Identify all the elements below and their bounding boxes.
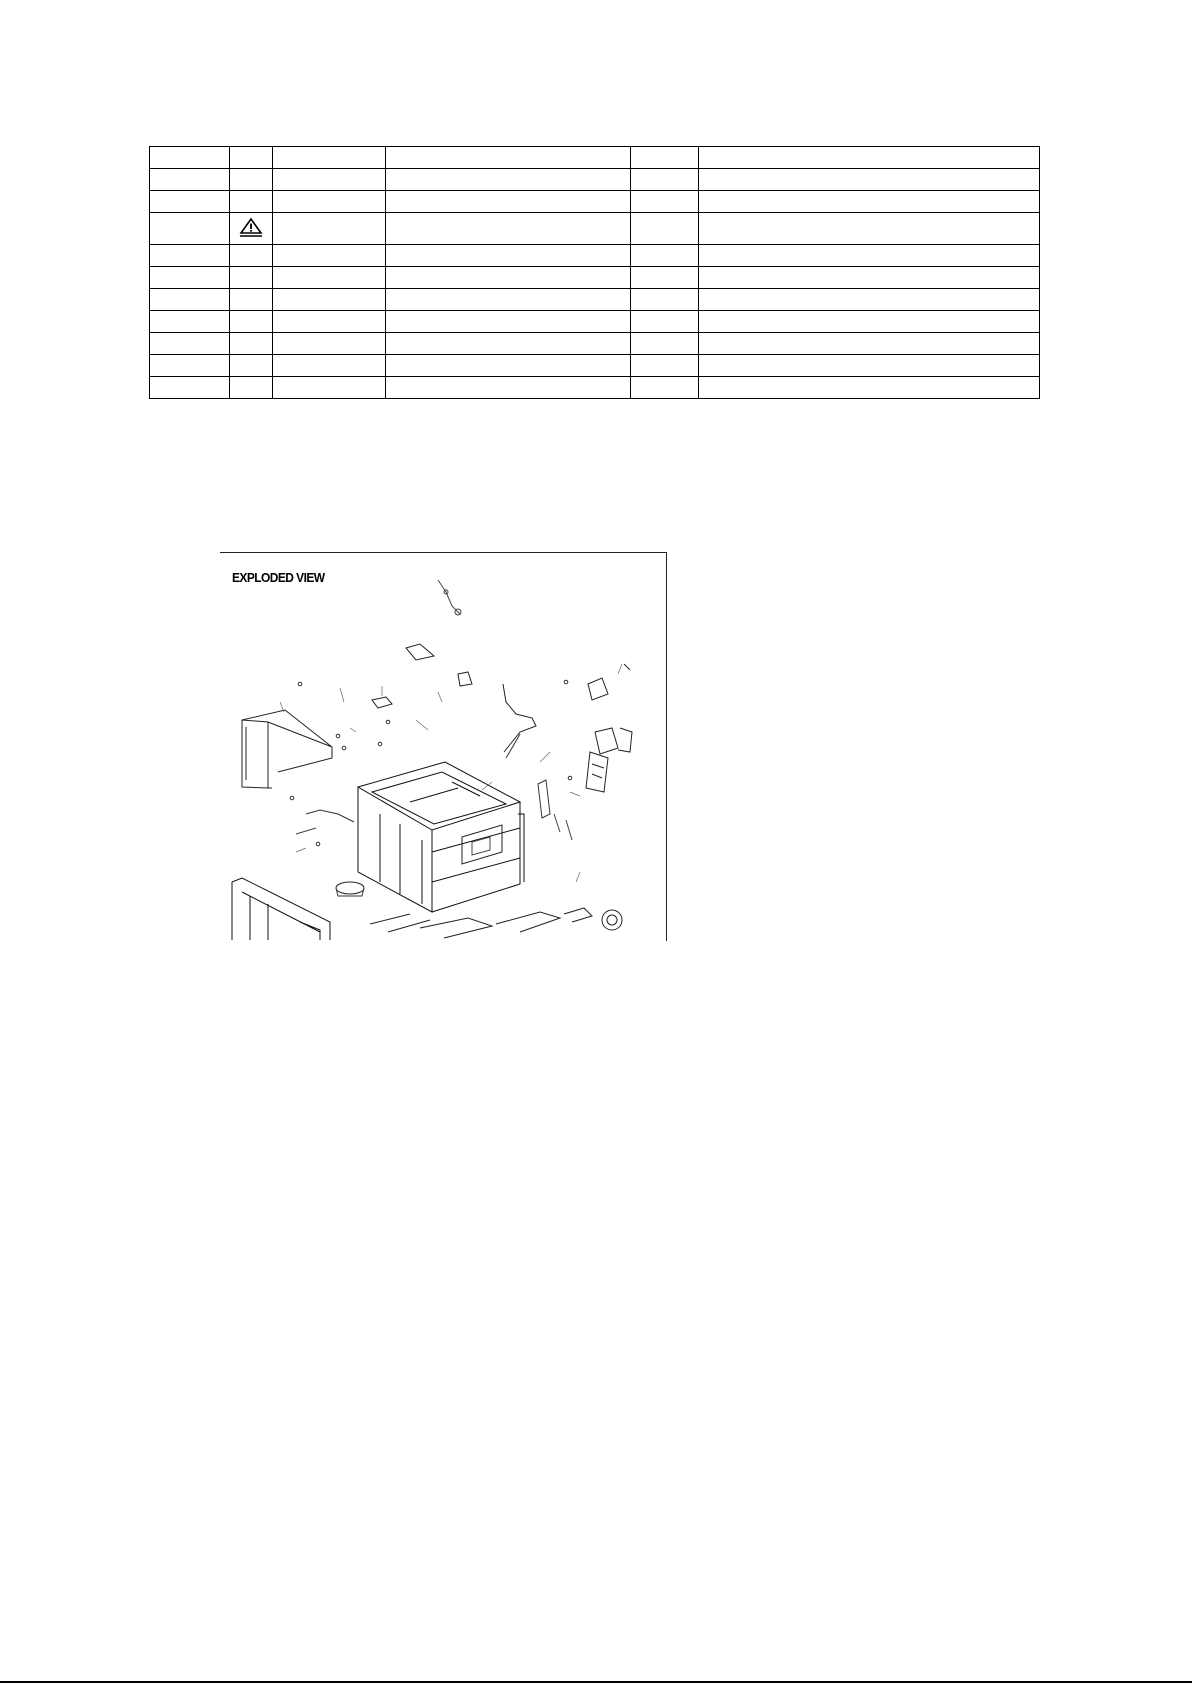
table-cell xyxy=(699,245,1040,267)
table-row xyxy=(150,169,1040,191)
table-cell xyxy=(699,355,1040,377)
front-panel xyxy=(232,878,330,940)
table-cell xyxy=(386,191,631,213)
switch-part xyxy=(458,672,472,686)
table-cell xyxy=(699,333,1040,355)
top-plate xyxy=(372,697,392,708)
table-cell xyxy=(699,311,1040,333)
table-cell xyxy=(230,147,273,169)
table-cell xyxy=(273,355,386,377)
table-cell xyxy=(386,213,631,245)
table-cell xyxy=(230,289,273,311)
figure-title: EXPLODED VIEW xyxy=(232,570,325,585)
parts-list-table xyxy=(149,146,1040,399)
table-row xyxy=(150,333,1040,355)
table-cell xyxy=(150,245,230,267)
table-cell xyxy=(631,245,699,267)
table-cell xyxy=(150,169,230,191)
table-cell xyxy=(699,267,1040,289)
table-cell xyxy=(699,191,1040,213)
table-cell xyxy=(150,213,230,245)
turntable-motor xyxy=(336,882,364,894)
table-cell xyxy=(631,169,699,191)
table-cell xyxy=(386,333,631,355)
table-row-safety xyxy=(150,213,1040,245)
table-cell xyxy=(699,169,1040,191)
table-cell xyxy=(386,169,631,191)
table-cell xyxy=(230,377,273,399)
table-cell xyxy=(230,311,273,333)
table-cell xyxy=(230,267,273,289)
lead-wire xyxy=(306,810,354,822)
table-row xyxy=(150,377,1040,399)
table-cell xyxy=(273,267,386,289)
wiring-harness xyxy=(503,684,536,752)
table-cell xyxy=(273,191,386,213)
table-cell xyxy=(230,333,273,355)
leader-lines xyxy=(280,664,622,882)
exploded-view-figure xyxy=(220,552,668,942)
table-row xyxy=(150,245,1040,267)
table-cell xyxy=(386,245,631,267)
table-cell xyxy=(273,169,386,191)
table-cell xyxy=(150,147,230,169)
table-cell xyxy=(150,267,230,289)
table-cell xyxy=(230,355,273,377)
table-cell xyxy=(150,377,230,399)
table-cell xyxy=(273,333,386,355)
screw-parts xyxy=(290,680,572,846)
table-cell xyxy=(150,355,230,377)
table-cell xyxy=(631,311,699,333)
table-cell xyxy=(230,191,273,213)
table-cell xyxy=(631,147,699,169)
warning-triangle-icon xyxy=(239,217,263,241)
table-row xyxy=(150,311,1040,333)
safety-mark-cell xyxy=(230,213,273,245)
table-cell xyxy=(699,147,1040,169)
table-cell xyxy=(631,267,699,289)
control-bracket xyxy=(462,825,502,864)
table-row xyxy=(150,355,1040,377)
table-cell xyxy=(386,377,631,399)
table-cell xyxy=(386,355,631,377)
table-cell xyxy=(386,267,631,289)
table-cell xyxy=(631,355,699,377)
oven-cavity xyxy=(358,762,524,912)
table-cell xyxy=(273,289,386,311)
table-cell xyxy=(150,191,230,213)
table-cell xyxy=(273,377,386,399)
table-cell xyxy=(386,311,631,333)
table-cell xyxy=(273,213,386,245)
exploded-view-drawing xyxy=(220,552,668,942)
table-cell xyxy=(230,169,273,191)
table-cell xyxy=(699,213,1040,245)
table-cell xyxy=(631,213,699,245)
table-cell xyxy=(631,191,699,213)
table-cell xyxy=(230,245,273,267)
table-cell xyxy=(150,289,230,311)
table-cell xyxy=(150,333,230,355)
table-cell xyxy=(699,289,1040,311)
parts-list-body xyxy=(150,147,1040,399)
table-cell xyxy=(150,311,230,333)
table-cell xyxy=(273,311,386,333)
table-cell xyxy=(631,289,699,311)
table-row xyxy=(150,289,1040,311)
table-cell xyxy=(699,377,1040,399)
bracket-part xyxy=(406,644,434,660)
table-cell xyxy=(273,147,386,169)
table-row xyxy=(150,147,1040,169)
base-parts xyxy=(370,908,622,938)
magnetron-part xyxy=(586,664,632,792)
cover-panel xyxy=(242,710,332,788)
table-row xyxy=(150,267,1040,289)
table-cell xyxy=(631,377,699,399)
table-cell xyxy=(386,147,631,169)
table-cell xyxy=(631,333,699,355)
table-cell xyxy=(273,245,386,267)
table-row xyxy=(150,191,1040,213)
latch-part xyxy=(538,780,550,818)
table-cell xyxy=(386,289,631,311)
page-bottom-rule xyxy=(0,1681,1192,1683)
